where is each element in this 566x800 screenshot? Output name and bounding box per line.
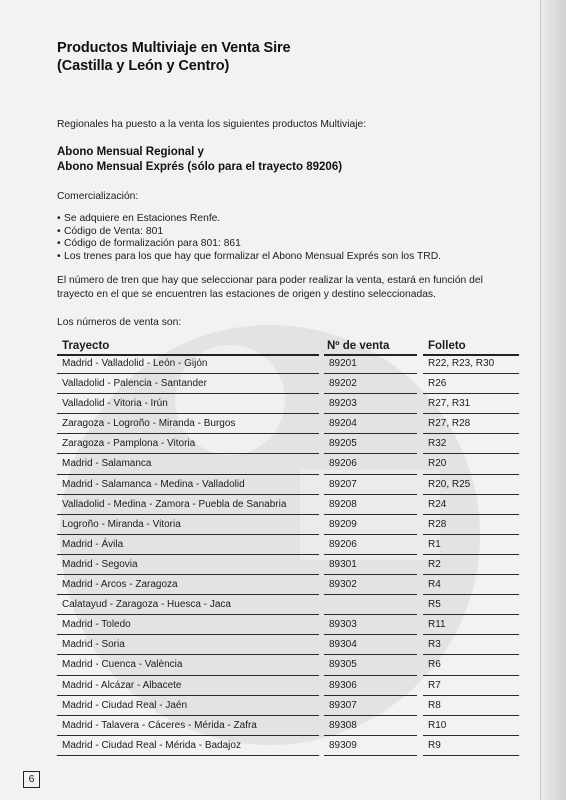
sales-table bbox=[57, 336, 519, 756]
row-underline bbox=[423, 755, 519, 756]
cell-trayecto: Madrid - Arcos - Zaragoza bbox=[62, 579, 178, 591]
cell-trayecto: Madrid - Cuenca - València bbox=[62, 659, 183, 671]
cell-folleto: R6 bbox=[428, 659, 441, 671]
table-row bbox=[57, 495, 519, 515]
table-row bbox=[57, 716, 519, 736]
table-row bbox=[57, 615, 519, 635]
cell-folleto: R2 bbox=[428, 558, 441, 570]
page-fold bbox=[540, 0, 541, 800]
table-row bbox=[57, 535, 519, 555]
table-row bbox=[57, 575, 519, 595]
table-row bbox=[57, 394, 519, 414]
cell-numero-venta: 89303 bbox=[329, 619, 357, 631]
cell-numero-venta: 89302 bbox=[329, 579, 357, 591]
cell-folleto: R27, R28 bbox=[428, 418, 471, 430]
cell-trayecto: Madrid - Alcázar - Albacete bbox=[62, 679, 182, 691]
table-row bbox=[57, 434, 519, 454]
header-trayecto: Trayecto bbox=[62, 340, 110, 352]
cell-numero-venta: 89202 bbox=[329, 378, 357, 390]
bullet-item: • Código de Venta: 801 bbox=[57, 226, 441, 239]
cell-numero-venta: 89206 bbox=[329, 538, 357, 550]
cell-trayecto: Madrid - Salamanca - Medina - Valladolid bbox=[62, 478, 245, 490]
cell-trayecto: Madrid - Ciudad Real - Jaén bbox=[62, 699, 188, 711]
cell-folleto: R27, R31 bbox=[428, 398, 471, 410]
sale-numbers-label: Los números de venta son: bbox=[57, 317, 182, 328]
cell-trayecto: Zaragoza - Pamplona - Vitoria bbox=[62, 438, 196, 450]
cell-folleto: R1 bbox=[428, 538, 441, 550]
page-title bbox=[57, 39, 477, 75]
cell-numero-venta: 89306 bbox=[329, 679, 357, 691]
table-row bbox=[57, 475, 519, 495]
row-underline bbox=[324, 755, 417, 756]
row-underline bbox=[57, 755, 319, 756]
table-row bbox=[57, 555, 519, 575]
bullet-item: • Código de formalización para 801: 861 bbox=[57, 238, 441, 251]
cell-trayecto: Madrid - Valladolid - León - Gijón bbox=[62, 358, 208, 369]
table-header bbox=[57, 336, 519, 354]
table-row bbox=[57, 354, 519, 374]
cell-trayecto: Zaragoza - Logroño - Miranda - Burgos bbox=[62, 418, 236, 430]
table-row bbox=[57, 736, 519, 756]
cell-trayecto: Valladolid - Palencia - Santander bbox=[62, 378, 207, 390]
cell-numero-venta: 89308 bbox=[329, 719, 357, 731]
table-row bbox=[57, 515, 519, 535]
subtitle-line-1: Abono Mensual Regional y bbox=[57, 146, 204, 158]
table-row bbox=[57, 655, 519, 675]
cell-numero-venta: 89203 bbox=[329, 398, 357, 410]
cell-numero-venta: 89201 bbox=[329, 358, 357, 369]
header-numero-venta: Nº de venta bbox=[327, 340, 390, 352]
cell-trayecto: Madrid - Segovia bbox=[62, 558, 138, 570]
cell-folleto: R11 bbox=[428, 619, 446, 631]
header-folleto: Folleto bbox=[428, 340, 466, 352]
cell-folleto: R3 bbox=[428, 639, 441, 651]
cell-folleto: R5 bbox=[428, 599, 441, 611]
bullet-item: • Se adquiere en Estaciones Renfe. bbox=[57, 213, 441, 226]
cell-numero-venta: 89205 bbox=[329, 438, 357, 450]
cell-trayecto: Madrid - Ciudad Real - Mérida - Badajoz bbox=[62, 739, 241, 751]
cell-folleto: R8 bbox=[428, 699, 441, 711]
cell-trayecto: Valladolid - Vitoria - Irún bbox=[62, 398, 168, 410]
table-row bbox=[57, 374, 519, 394]
intro-text: Regionales ha puesto a la venta los siguientes productos Multiviaje: bbox=[57, 119, 367, 130]
cell-trayecto: Valladolid - Medina - Zamora - Puebla de Sanabria bbox=[62, 498, 287, 510]
table-row bbox=[57, 635, 519, 655]
section-subtitle bbox=[57, 145, 342, 175]
cell-numero-venta: 89207 bbox=[329, 478, 357, 490]
cell-numero-venta: 89301 bbox=[329, 558, 357, 570]
table-body bbox=[57, 354, 519, 756]
cell-folleto: R22, R23, R30 bbox=[428, 358, 495, 369]
cell-folleto: R4 bbox=[428, 579, 441, 591]
cell-numero-venta: 89206 bbox=[329, 458, 357, 470]
cell-trayecto: Madrid - Toledo bbox=[62, 619, 131, 631]
cell-folleto: R10 bbox=[428, 719, 447, 731]
page-edge-shadow bbox=[540, 0, 566, 800]
cell-folleto: R32 bbox=[428, 438, 447, 450]
cell-numero-venta: 89304 bbox=[329, 639, 357, 651]
table-row bbox=[57, 595, 519, 615]
bullet-list bbox=[57, 213, 441, 263]
table-row bbox=[57, 454, 519, 474]
title-line-2: (Castilla y León y Centro) bbox=[57, 58, 230, 74]
cell-numero-venta: 89208 bbox=[329, 498, 357, 510]
cell-trayecto: Madrid - Salamanca bbox=[62, 458, 152, 470]
cell-folleto: R9 bbox=[428, 739, 441, 751]
cell-trayecto: Calatayud - Zaragoza - Huesca - Jaca bbox=[62, 599, 231, 611]
subtitle-line-2: Abono Mensual Exprés (sólo para el trayecto 89206) bbox=[57, 161, 343, 173]
title-line-1: Productos Multiviaje en Venta Sire bbox=[57, 40, 291, 56]
cell-folleto: R20, R25 bbox=[428, 478, 471, 490]
cell-trayecto: Madrid - Talavera - Cáceres - Mérida - Zafra bbox=[62, 719, 257, 731]
cell-trayecto: Logroño - Miranda - Vitoria bbox=[62, 518, 181, 530]
commercialization-label: Comercialización: bbox=[57, 191, 139, 202]
cell-numero-venta: 89204 bbox=[329, 418, 357, 430]
cell-numero-venta: 89307 bbox=[329, 699, 357, 711]
cell-numero-venta: 89209 bbox=[329, 518, 357, 530]
cell-numero-venta: 89305 bbox=[329, 659, 357, 671]
page-number: 6 bbox=[23, 771, 40, 788]
cell-trayecto: Madrid - Soria bbox=[62, 639, 125, 651]
table-row bbox=[57, 696, 519, 716]
table-row bbox=[57, 414, 519, 434]
cell-folleto: R24 bbox=[428, 498, 447, 510]
bullet-item: • Los trenes para los que hay que formalizar el Abono Mensual Exprés son los TRD. bbox=[57, 251, 441, 264]
cell-folleto: R28 bbox=[428, 518, 447, 530]
cell-folleto: R20 bbox=[428, 458, 447, 470]
cell-trayecto: Madrid - Ávila bbox=[62, 538, 124, 550]
train-number-paragraph: El número de tren que hay que seleccionar para poder realizar la venta, estará en función del trayecto en el que se encuentren las estaciones de origen y destino seleccionadas. bbox=[57, 275, 483, 300]
cell-folleto: R26 bbox=[428, 378, 447, 390]
cell-folleto: R7 bbox=[428, 679, 441, 691]
cell-numero-venta: 89309 bbox=[329, 739, 357, 751]
table-row bbox=[57, 676, 519, 696]
